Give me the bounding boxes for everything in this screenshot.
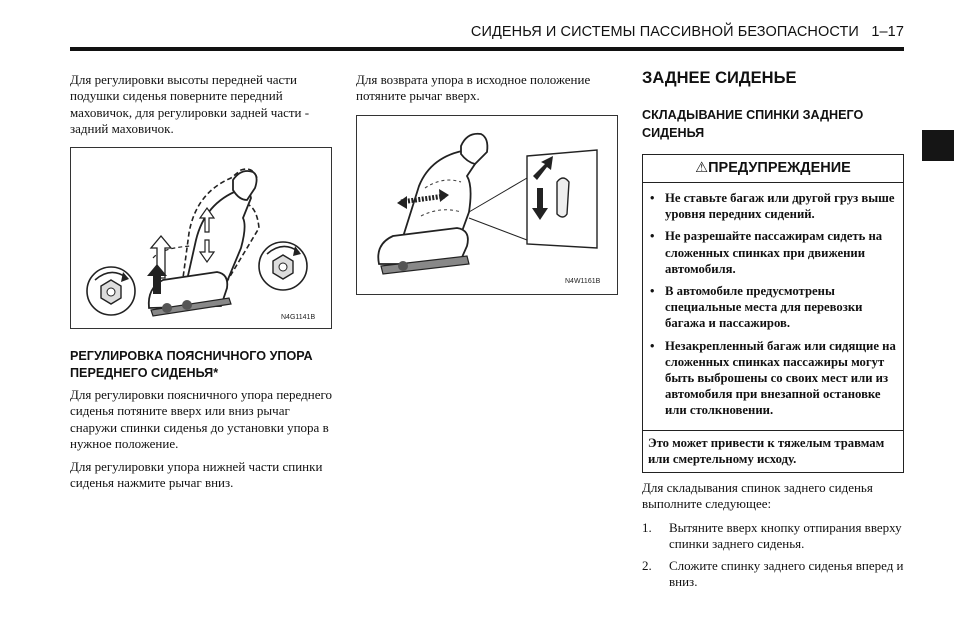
step-number: 1. bbox=[642, 519, 652, 535]
lumbar-section bbox=[70, 348, 340, 499]
height-adjust-text: Для регулировки высоты передней части подушки сиденья поверните передний маховичок, для регулировки задней части - задний маховичок. bbox=[70, 72, 310, 136]
warning-box bbox=[642, 154, 904, 473]
warning-list bbox=[643, 183, 903, 430]
figure-lumbar-support bbox=[356, 115, 618, 295]
chapter-tab-marker bbox=[922, 130, 954, 161]
page-header bbox=[70, 24, 904, 46]
lumbar-paragraph-1: Для регулировки поясничного упора переднего сиденья потяните вверх или вниз рычаг снаружи спинки сиденья до установки упора в нужное положение. bbox=[70, 387, 332, 451]
step-text: Вытяните вверх кнопку отпирания вверху спинки заднего сиденья. bbox=[669, 519, 902, 551]
warning-footer: Это может привести к тяжелым травмам или смертельному исходу. bbox=[643, 430, 903, 472]
warning-header bbox=[643, 155, 903, 183]
subsection-title: СКЛАДЫВАНИЕ СПИНКИ ЗАДНЕГО СИДЕНЬЯ bbox=[642, 108, 864, 140]
step-text: Сложите спинку заднего сиденья вперед и вниз. bbox=[669, 558, 904, 590]
instructions-intro: Для складывания спинок заднего сиденья выполните следующее: bbox=[642, 480, 873, 512]
header-title: СИДЕНЬЯ И СИСТЕМЫ ПАССИВНОЙ БЕЗОПАСНОСТИ bbox=[470, 24, 859, 40]
warning-item bbox=[650, 190, 897, 222]
warning-item bbox=[650, 228, 897, 277]
bullet-icon: • bbox=[650, 338, 655, 353]
warning-item bbox=[650, 283, 897, 332]
lumbar-heading: РЕГУЛИРОВКА ПОЯСНИЧНОГО УПОРА ПЕРЕДНЕГО СИДЕНЬЯ* bbox=[70, 349, 313, 380]
bullet-icon: • bbox=[650, 191, 655, 205]
lumbar-return-text: Для возврата упора в исходное положение потяните рычаг вверх. bbox=[356, 72, 591, 104]
figure-code: N4G1141B bbox=[281, 314, 316, 321]
section-title: ЗАДНЕЕ СИДЕНЬЕ bbox=[642, 69, 797, 87]
column-2 bbox=[356, 72, 618, 112]
warning-title: ПРЕДУПРЕЖДЕНИЕ bbox=[708, 160, 851, 176]
column-1 bbox=[70, 72, 340, 144]
figure-seat-height bbox=[70, 147, 332, 329]
lumbar-illustration bbox=[357, 116, 617, 294]
step-item bbox=[642, 558, 904, 591]
fold-instructions bbox=[642, 480, 904, 597]
step-number: 2. bbox=[642, 558, 652, 574]
warning-item-text: Не разрешайте пассажирам сидеть на сложенных спинках при движении автомобиля. bbox=[665, 229, 883, 276]
bullet-icon: • bbox=[650, 229, 655, 244]
warning-item-text: Не ставьте багаж или другой груз выше уровня передних сидений. bbox=[665, 191, 895, 222]
warning-triangle-icon: ⚠ bbox=[695, 160, 709, 176]
header-rule bbox=[70, 47, 904, 51]
bullet-icon: • bbox=[650, 284, 655, 299]
warning-item bbox=[650, 338, 897, 419]
column-3 bbox=[642, 68, 904, 142]
figure-code: N4W1161B bbox=[565, 278, 601, 285]
seat-height-illustration bbox=[71, 148, 331, 328]
step-item bbox=[642, 520, 904, 553]
lumbar-paragraph-2: Для регулировки упора нижней части спинки сиденья нажмите рычаг вниз. bbox=[70, 459, 323, 491]
warning-item-text: Незакрепленный багаж или сидящие на сложенных спинках пассажиры могут быть выброшены со своих мест или из автомобиля при внезапной остановке или столкновении. bbox=[665, 338, 896, 418]
page-number: 1–17 bbox=[871, 24, 904, 40]
warning-item-text: В автомобиле предусмотрены специальные места для перевозки багажа и пассажиров. bbox=[665, 284, 863, 331]
steps-list bbox=[642, 520, 904, 591]
